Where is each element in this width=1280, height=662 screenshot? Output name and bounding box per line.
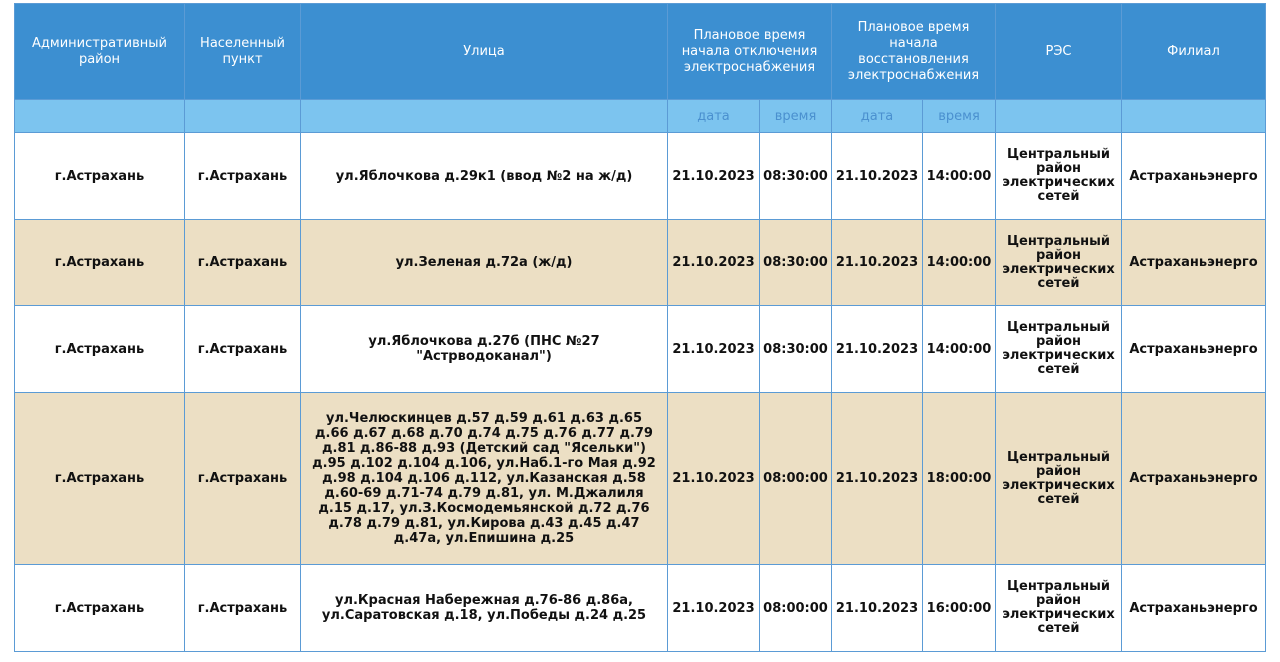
- cell-branch: Астраханьэнерго: [1122, 565, 1266, 652]
- cell-res: Центральный район электрических сетей: [996, 220, 1122, 306]
- table-row: [15, 220, 1266, 306]
- outage-table: [14, 3, 1266, 652]
- cell-on-time: 14:00:00: [923, 133, 996, 220]
- cell-off-time: 08:00:00: [760, 393, 832, 565]
- header-res: РЭС: [996, 4, 1122, 100]
- cell-off-date: 21.10.2023: [668, 393, 760, 565]
- cell-on-time: 18:00:00: [923, 393, 996, 565]
- table-row: [15, 306, 1266, 393]
- cell-off-time: 08:30:00: [760, 306, 832, 393]
- cell-off-date: 21.10.2023: [668, 306, 760, 393]
- header-row: [15, 4, 1266, 100]
- cell-branch: Астраханьэнерго: [1122, 133, 1266, 220]
- cell-off-time: 08:30:00: [760, 133, 832, 220]
- cell-locality: г.Астрахань: [185, 565, 301, 652]
- cell-locality: г.Астрахань: [185, 220, 301, 306]
- subheader-off-date: дата: [668, 100, 760, 133]
- cell-res: Центральный район электрических сетей: [996, 133, 1122, 220]
- cell-district: г.Астрахань: [15, 306, 185, 393]
- cell-res: Центральный район электрических сетей: [996, 306, 1122, 393]
- cell-on-date: 21.10.2023: [832, 393, 923, 565]
- cell-branch: Астраханьэнерго: [1122, 306, 1266, 393]
- table-row: [15, 393, 1266, 565]
- cell-on-date: 21.10.2023: [832, 565, 923, 652]
- cell-locality: г.Астрахань: [185, 393, 301, 565]
- cell-on-time: 14:00:00: [923, 306, 996, 393]
- cell-branch: Астраханьэнерго: [1122, 220, 1266, 306]
- cell-locality: г.Астрахань: [185, 133, 301, 220]
- cell-res: Центральный район электрических сетей: [996, 565, 1122, 652]
- cell-on-time: 16:00:00: [923, 565, 996, 652]
- cell-street: ул.Челюскинцев д.57 д.59 д.61 д.63 д.65 д.66 д.67 д.68 д.70 д.74 д.75 д.76 д.77 д.79 д.81 д.86-88 д.93 (Детский сад "Ясельки") д.95 д.102 д.104 д.106, ул.Наб.1-го Мая д.92 д.98 д.104 д.106 д.112, ул.Казанская д.58 д.60-69 д.71-74 д.79 д.81, ул. М.Джалиля д.15 д.17, ул.З.Космодемьянской д.72 д.76 д.78 д.79 д.81, ул.Кирова д.43 д.45 д.47 д.47а, ул.Епишина д.25: [301, 393, 668, 565]
- subheader-empty: [185, 100, 301, 133]
- outage-table-container: [14, 3, 1265, 652]
- cell-street: ул.Зеленая д.72а (ж/д): [301, 220, 668, 306]
- cell-district: г.Астрахань: [15, 565, 185, 652]
- subheader-empty: [1122, 100, 1266, 133]
- cell-street: ул.Яблочкова д.29к1 (ввод №2 на ж/д): [301, 133, 668, 220]
- subheader-empty: [301, 100, 668, 133]
- subheader-empty: [15, 100, 185, 133]
- cell-district: г.Астрахань: [15, 133, 185, 220]
- header-branch: Филиал: [1122, 4, 1266, 100]
- subheader-empty: [996, 100, 1122, 133]
- subheader-off-time: время: [760, 100, 832, 133]
- cell-res: Центральный район электрических сетей: [996, 393, 1122, 565]
- cell-branch: Астраханьэнерго: [1122, 393, 1266, 565]
- cell-off-time: 08:30:00: [760, 220, 832, 306]
- cell-district: г.Астрахань: [15, 220, 185, 306]
- subheader-on-time: время: [923, 100, 996, 133]
- cell-street: ул.Красная Набережная д.76-86 д.86а, ул.Саратовская д.18, ул.Победы д.24 д.25: [301, 565, 668, 652]
- header-street: Улица: [301, 4, 668, 100]
- cell-on-time: 14:00:00: [923, 220, 996, 306]
- cell-district: г.Астрахань: [15, 393, 185, 565]
- cell-on-date: 21.10.2023: [832, 306, 923, 393]
- cell-street: ул.Яблочкова д.27б (ПНС №27 "Астрводоканал"): [301, 306, 668, 393]
- cell-off-date: 21.10.2023: [668, 220, 760, 306]
- header-off-time: Плановое время начала отключения электроснабжения: [668, 4, 832, 100]
- header-on-time: Плановое время начала восстановления электроснабжения: [832, 4, 996, 100]
- subheader-on-date: дата: [832, 100, 923, 133]
- cell-on-date: 21.10.2023: [832, 133, 923, 220]
- subheader-row: [15, 100, 1266, 133]
- cell-off-date: 21.10.2023: [668, 565, 760, 652]
- cell-on-date: 21.10.2023: [832, 220, 923, 306]
- table-row: [15, 565, 1266, 652]
- cell-off-date: 21.10.2023: [668, 133, 760, 220]
- cell-off-time: 08:00:00: [760, 565, 832, 652]
- cell-locality: г.Астрахань: [185, 306, 301, 393]
- header-locality: Населенный пункт: [185, 4, 301, 100]
- table-row: [15, 133, 1266, 220]
- header-district: Административный район: [15, 4, 185, 100]
